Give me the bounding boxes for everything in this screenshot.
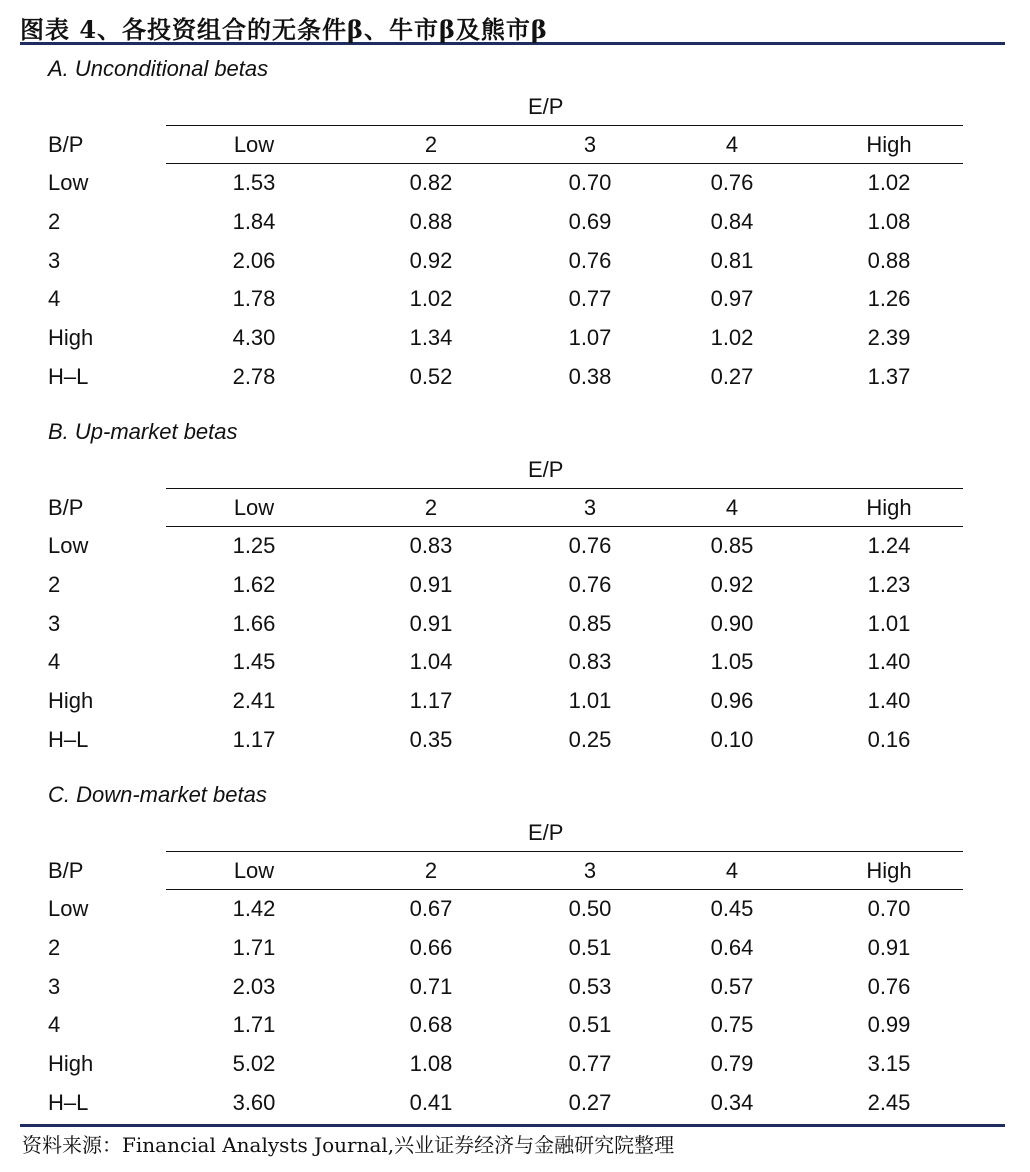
- table-cell: 1.37: [867, 364, 911, 389]
- table-cell: 0.92: [710, 571, 754, 597]
- table-cell: 0.82: [409, 170, 453, 195]
- column-header: 2: [424, 858, 438, 883]
- table-cell: 1.26: [867, 286, 911, 312]
- table-cell: 2.03: [232, 973, 276, 999]
- table-cell: 0.71: [409, 973, 453, 999]
- source-note: 资料来源：Financial Analysts Journal,兴业证券经济与金融研究院整理: [22, 1133, 675, 1157]
- table-cell: 0.34: [710, 1090, 754, 1115]
- table-cell: 0.76: [867, 973, 911, 999]
- table-cell: 0.76: [568, 533, 612, 558]
- table-cell: 0.96: [710, 688, 754, 714]
- column-header: High: [866, 858, 912, 883]
- table-cell: 1.66: [232, 610, 276, 636]
- row-label: High: [48, 325, 94, 351]
- row-label: 3: [48, 610, 61, 636]
- column-header: 3: [583, 132, 597, 157]
- table-cell: 1.24: [867, 533, 911, 558]
- column-header: 4: [725, 858, 739, 883]
- row-label: Low: [48, 533, 89, 558]
- column-header: Low: [233, 495, 275, 520]
- table-cell: 1.78: [232, 286, 276, 312]
- table-cell: 0.75: [710, 1012, 754, 1038]
- table-cell: 4.30: [232, 325, 276, 351]
- table-cell: 1.08: [409, 1051, 453, 1077]
- column-header: Low: [233, 132, 275, 157]
- table-cell: 0.84: [710, 208, 754, 234]
- row-label: 3: [48, 247, 61, 273]
- table-cell: 0.38: [568, 364, 612, 389]
- row-label: 4: [48, 649, 61, 675]
- table-cell: 0.81: [710, 247, 754, 273]
- table-cell: 1.01: [568, 688, 612, 714]
- row-header-label: B/P: [48, 858, 84, 883]
- table-cell: 1.23: [867, 571, 911, 597]
- table-cell: 1.02: [867, 170, 911, 195]
- table-cell: 0.99: [867, 1012, 911, 1038]
- header-top-rule: [166, 125, 963, 126]
- panel-up-market: [0, 419, 1030, 774]
- column-group-header: E/P: [528, 94, 564, 119]
- table-cell: 0.51: [568, 1012, 612, 1038]
- table-cell: 1.40: [867, 688, 911, 714]
- row-label: H–L: [48, 364, 89, 389]
- table-cell: 0.70: [867, 896, 911, 921]
- row-header-label: B/P: [48, 495, 84, 520]
- column-header: 3: [583, 495, 597, 520]
- panel-down-market: [0, 782, 1030, 1137]
- panel-label: A. Unconditional betas: [48, 56, 269, 81]
- table-cell: 1.34: [409, 325, 453, 351]
- row-label: 3: [48, 973, 61, 999]
- table-cell: 1.53: [232, 170, 276, 195]
- column-group-header: E/P: [528, 820, 564, 845]
- row-label: 2: [48, 571, 61, 597]
- row-label: Low: [48, 896, 89, 921]
- table-cell: 2.39: [867, 325, 911, 351]
- table-cell: 0.88: [409, 208, 453, 234]
- panel-label: B. Up-market betas: [48, 419, 238, 444]
- table-cell: 0.83: [409, 533, 453, 558]
- row-label: 2: [48, 208, 61, 234]
- table-cell: 3.60: [232, 1090, 276, 1115]
- table-cell: 1.40: [867, 649, 911, 675]
- row-label: 2: [48, 934, 61, 960]
- column-group-header: E/P: [528, 457, 564, 482]
- table-cell: 1.42: [232, 896, 276, 921]
- table-cell: 0.52: [409, 364, 453, 389]
- table-cell: 0.97: [710, 286, 754, 312]
- table-cell: 3.15: [867, 1051, 911, 1077]
- table-cell: 0.79: [710, 1051, 754, 1077]
- table-cell: 0.92: [409, 247, 453, 273]
- table-cell: 1.71: [232, 934, 276, 960]
- header-top-rule: [166, 488, 963, 489]
- table-cell: 0.50: [568, 896, 612, 921]
- table-cell: 1.01: [867, 610, 911, 636]
- table-cell: 0.91: [409, 571, 453, 597]
- table-cell: 0.27: [568, 1090, 612, 1115]
- column-header: 2: [424, 495, 438, 520]
- panel-unconditional: [0, 56, 1030, 411]
- column-header: 3: [583, 858, 597, 883]
- table-cell: 1.17: [232, 727, 276, 752]
- table-cell: 1.08: [867, 208, 911, 234]
- table-cell: 0.68: [409, 1012, 453, 1038]
- row-label: 4: [48, 1012, 61, 1038]
- column-header: 4: [725, 495, 739, 520]
- row-label: 4: [48, 286, 61, 312]
- header-top-rule: [166, 851, 963, 852]
- table-cell: 0.85: [710, 533, 754, 558]
- column-header: High: [866, 495, 912, 520]
- row-label: H–L: [48, 727, 89, 752]
- table-cell: 1.02: [409, 286, 453, 312]
- table-cell: 0.27: [710, 364, 754, 389]
- row-label: High: [48, 688, 94, 714]
- table-cell: 0.76: [568, 247, 612, 273]
- table-cell: 0.70: [568, 170, 612, 195]
- header-bottom-rule: [166, 163, 963, 164]
- row-header-label: B/P: [48, 132, 84, 157]
- table-cell: 0.57: [710, 973, 754, 999]
- table-cell: 0.85: [568, 610, 612, 636]
- column-header: Low: [233, 858, 275, 883]
- table-cell: 0.76: [568, 571, 612, 597]
- table-cell: 1.45: [232, 649, 276, 675]
- row-label: High: [48, 1051, 94, 1077]
- table-cell: 0.83: [568, 649, 612, 675]
- table-cell: 1.02: [710, 325, 754, 351]
- table-cell: 0.53: [568, 973, 612, 999]
- table-cell: 1.84: [232, 208, 276, 234]
- table-cell: 0.90: [710, 610, 754, 636]
- table-cell: 0.77: [568, 1051, 612, 1077]
- table-cell: 1.04: [409, 649, 453, 675]
- table-cell: 1.17: [409, 688, 453, 714]
- table-cell: 5.02: [232, 1051, 276, 1077]
- table-cell: 1.71: [232, 1012, 276, 1038]
- table-cell: 0.88: [867, 247, 911, 273]
- row-label: H–L: [48, 1090, 89, 1115]
- page-title: 图表 4、各投资组合的无条件β、牛市β及熊市β: [20, 15, 548, 44]
- column-header: 4: [725, 132, 739, 157]
- table-cell: 0.16: [867, 727, 911, 752]
- title-bar: [20, 8, 1005, 45]
- table-cell: 0.67: [409, 896, 453, 921]
- row-label: Low: [48, 170, 89, 195]
- table-cell: 1.07: [568, 325, 612, 351]
- table-cell: 0.64: [710, 934, 754, 960]
- table-cell: 1.62: [232, 571, 276, 597]
- table-cell: 0.10: [710, 727, 754, 752]
- bottom-divider: [20, 1124, 1005, 1127]
- table-cell: 0.91: [867, 934, 911, 960]
- table-cell: 0.91: [409, 610, 453, 636]
- table-cell: 2.45: [867, 1090, 911, 1115]
- table-cell: 0.69: [568, 208, 612, 234]
- table-cell: 1.25: [232, 533, 276, 558]
- table-cell: 0.25: [568, 727, 612, 752]
- table-cell: 0.41: [409, 1090, 453, 1115]
- table-cell: 0.76: [710, 170, 754, 195]
- table-cell: 0.35: [409, 727, 453, 752]
- table-cell: 1.05: [710, 649, 754, 675]
- table-cell: 2.78: [232, 364, 276, 389]
- table-cell: 0.51: [568, 934, 612, 960]
- table-cell: 0.66: [409, 934, 453, 960]
- table-cell: 2.41: [232, 688, 276, 714]
- column-header: 2: [424, 132, 438, 157]
- header-bottom-rule: [166, 889, 963, 890]
- table-cell: 0.45: [710, 896, 754, 921]
- header-bottom-rule: [166, 526, 963, 527]
- panel-label: C. Down-market betas: [48, 782, 267, 807]
- table-cell: 0.77: [568, 286, 612, 312]
- table-cell: 2.06: [232, 247, 276, 273]
- column-header: High: [866, 132, 912, 157]
